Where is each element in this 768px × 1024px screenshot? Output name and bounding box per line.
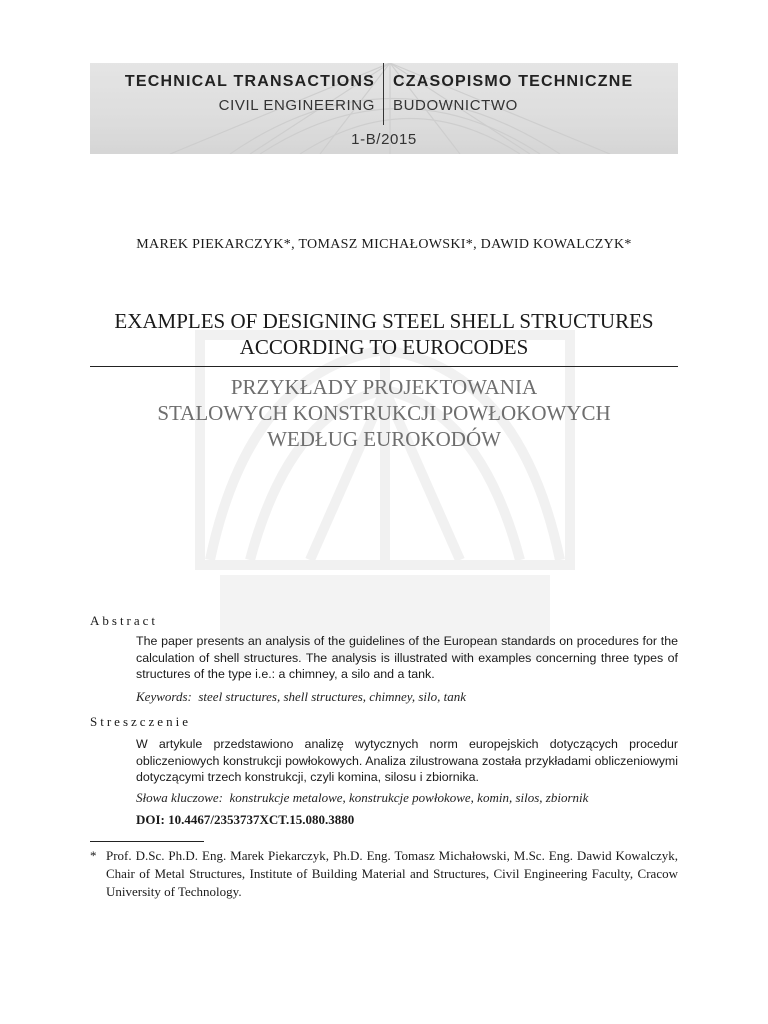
- title-pl-line-2: STALOWYCH KONSTRUKCJI POWŁOKOWYCH: [157, 401, 611, 425]
- abstract-keywords: [136, 689, 678, 705]
- article-title-en: [60, 308, 708, 360]
- title-rule: [90, 366, 678, 367]
- doi: DOI: 10.4467/2353737XCT.15.080.3880: [136, 812, 355, 827]
- slowa-kluczowe-label: Słowa kluczowe:: [136, 790, 224, 805]
- title-pl-line-3: WEDŁUG EUROKODÓW: [267, 427, 501, 451]
- slowa-kluczowe-list: konstrukcje metalowe, konstrukcje powłokowe, komin, silos, zbiornik: [229, 790, 589, 805]
- title-pl-line-1: PRZYKŁADY PROJEKTOWANIA: [230, 375, 538, 399]
- keywords-list: steel structures, shell structures, chimney, silo, tank: [198, 689, 467, 704]
- issue-number: 1-B/2015: [351, 131, 417, 148]
- series-name-en: CIVIL ENGINEERING: [218, 97, 375, 114]
- abstract-heading: Abstract: [90, 613, 159, 628]
- article-title-pl: [60, 374, 708, 452]
- journal-name-pl: CZASOPISMO TECHNICZNE: [393, 73, 634, 90]
- keywords-label: Keywords:: [136, 689, 192, 704]
- author-affiliation-footnote: [90, 847, 678, 901]
- header-divider: [383, 63, 384, 125]
- series-name-pl: BUDOWNICTWO: [393, 97, 518, 114]
- streszczenie-keywords: [136, 790, 678, 806]
- footnote-mark: *: [90, 848, 97, 863]
- authors-line: MAREK PIEKARCZYK*, TOMASZ MICHAŁOWSKI*, DAWID KOWALCZYK*: [136, 237, 632, 252]
- abstract-text: The paper presents an analysis of the guidelines of the European standards on procedures for the calculation of shell structures. The analysis is illustrated with examples concerning three types of structures of the type i.e.: a chimney, a silo and a tank.: [136, 634, 678, 681]
- footnote-text: Prof. D.Sc. Ph.D. Eng. Marek Piekarczyk, Ph.D. Eng. Tomasz Michałowski, M.Sc. Eng. Dawid Kowalczyk, Chair of Metal Structures, Institute of Building Material and Structures, Civil Engineering Faculty, Cracow University of Technology.: [106, 848, 678, 899]
- title-en-line-2: ACCORDING TO EUROCODES: [239, 335, 529, 359]
- streszczenie-heading: Streszczenie: [90, 714, 191, 729]
- streszczenie-text: W artykule przedstawiono analizę wytycznych norm europejskich dotyczących procedur obliczeniowych konstrukcji powłokowych. Analiza zilustrowana została przykładami obliczeniowymi dotyczącymi trzech konstrukcji, czyli komina, silosu i zbiornika.: [136, 737, 678, 784]
- title-en-line-1: EXAMPLES OF DESIGNING STEEL SHELL STRUCTURES: [114, 309, 654, 333]
- journal-name-en: TECHNICAL TRANSACTIONS: [124, 73, 375, 90]
- journal-header-banner: [90, 63, 678, 154]
- footnote-rule: [90, 841, 204, 842]
